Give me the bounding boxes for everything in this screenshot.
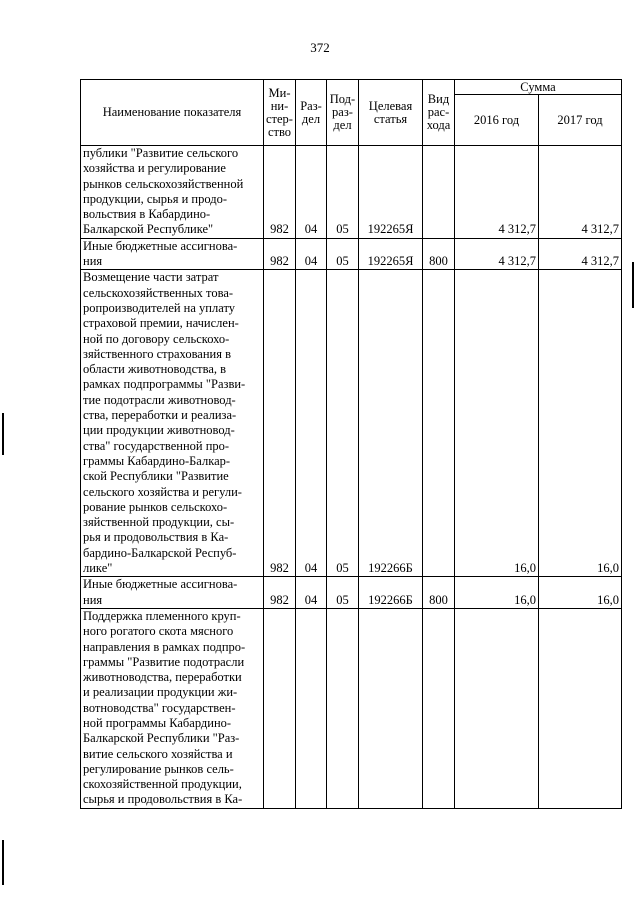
row-subsection: 05	[327, 270, 359, 577]
row-subsection	[327, 608, 359, 808]
row-expense-type	[423, 608, 455, 808]
table-row	[81, 146, 622, 239]
row-sum-2016: 4 312,7	[455, 238, 539, 270]
table-row	[81, 238, 622, 270]
row-target: 192266Б	[359, 577, 423, 609]
row-sum-2017: 4 312,7	[539, 238, 622, 270]
table-row	[81, 577, 622, 609]
row-sum-2017	[539, 608, 622, 808]
header-target: Целевая статья	[359, 80, 423, 146]
row-expense-type: 800	[423, 238, 455, 270]
row-expense-type: 800	[423, 577, 455, 609]
header-sum: Сумма	[455, 80, 622, 95]
row-name: публики "Развитие сельского хозяйства и регулирование рынков сельскохозяйственной продукции, сырья и продо- вольствия в Кабардино- Балкарской Республике"	[81, 146, 264, 239]
header-year-2017: 2017 год	[539, 95, 622, 146]
row-expense-type	[423, 270, 455, 577]
row-sum-2017: 16,0	[539, 270, 622, 577]
row-ministry: 982	[264, 577, 296, 609]
header-expense-type: Вид рас- хода	[423, 80, 455, 146]
row-sum-2016: 16,0	[455, 270, 539, 577]
row-sum-2016	[455, 608, 539, 808]
row-subsection: 05	[327, 577, 359, 609]
row-name: Поддержка племенного круп- ного рогатого скота мясного направления в рамках подпро- граммы "Развитие подотрасли животноводства, переработки и реализации продукции жи- вотноводства" государствен- ной программы Кабардино- Балкарской Республики "Раз- витие сельского хозяйства и регулирование рынков сель- скохозяйственной продукции, сырья и продовольствия в Ка-	[81, 608, 264, 808]
row-expense-type	[423, 146, 455, 239]
row-name: Иные бюджетные ассигнова- ния	[81, 238, 264, 270]
header-subsection: Под- раз- дел	[327, 80, 359, 146]
row-subsection: 05	[327, 146, 359, 239]
row-section	[296, 608, 327, 808]
row-name: Иные бюджетные ассигнова- ния	[81, 577, 264, 609]
row-target	[359, 608, 423, 808]
row-target: 192265Я	[359, 238, 423, 270]
row-sum-2016: 4 312,7	[455, 146, 539, 239]
row-name: Возмещение части затрат сельскохозяйственных това- ропроизводителей на уплату страховой премии, начислен- ной по договору сельскохо- зяйственного страхования в области животноводства, в рамках подпрограммы "Разви- тие подотрасли животновод- ства, переработки и реализа- ции продукции животновод- ства" государственной про- граммы Кабардино-Балкар- ской Республики "Развитие сельского хозяйства и регули- рование рынков сельскохо- зяйственной продукции, сы- рья и продовольствия в Ка- бардино-Балкарской Респуб- лике"	[81, 270, 264, 577]
row-target: 192265Я	[359, 146, 423, 239]
row-sum-2017: 4 312,7	[539, 146, 622, 239]
row-sum-2017: 16,0	[539, 577, 622, 609]
row-section: 04	[296, 270, 327, 577]
row-sum-2016: 16,0	[455, 577, 539, 609]
header-section: Раз- дел	[296, 80, 327, 146]
row-target: 192266Б	[359, 270, 423, 577]
row-ministry: 982	[264, 270, 296, 577]
row-section: 04	[296, 577, 327, 609]
table-row	[81, 608, 622, 808]
budget-table	[80, 79, 622, 809]
row-ministry: 982	[264, 238, 296, 270]
row-ministry	[264, 608, 296, 808]
table-row	[81, 270, 622, 577]
margin-mark-right	[632, 262, 634, 308]
header-name: Наименование показателя	[81, 80, 264, 146]
margin-mark-left-2	[2, 840, 4, 885]
header-year-2016: 2016 год	[455, 95, 539, 146]
row-section: 04	[296, 146, 327, 239]
row-subsection: 05	[327, 238, 359, 270]
header-ministry: Ми- ни- стер- ство	[264, 80, 296, 146]
row-section: 04	[296, 238, 327, 270]
row-ministry: 982	[264, 146, 296, 239]
page-number: 372	[310, 40, 330, 55]
margin-mark-left-1	[2, 413, 4, 455]
